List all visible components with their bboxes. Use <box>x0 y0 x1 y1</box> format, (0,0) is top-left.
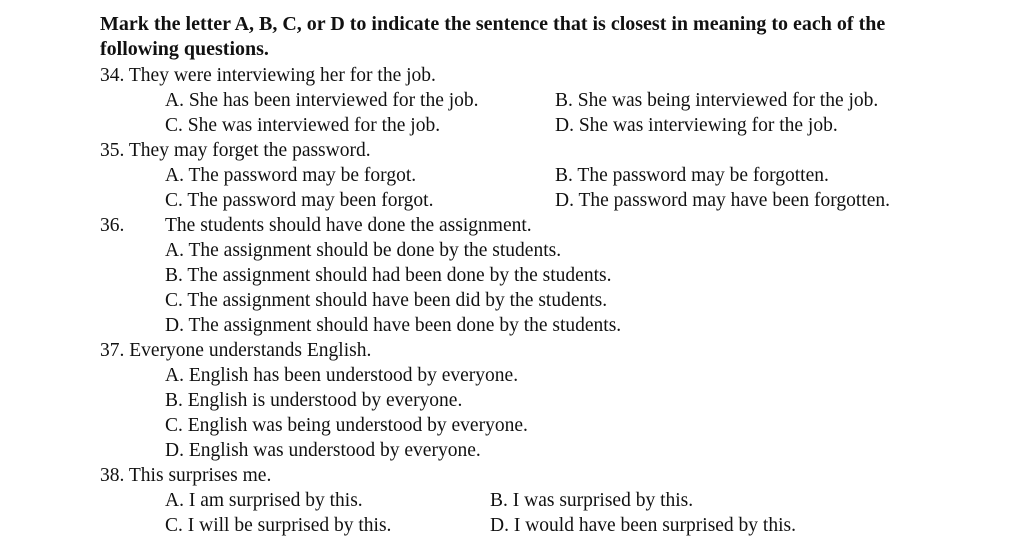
question-38-option-d: D. I would have been surprised by this. <box>490 515 796 536</box>
question-38-option-c: C. I will be surprised by this. <box>165 515 392 536</box>
question-36-option-a: A. The assignment should be done by the students. <box>165 240 562 261</box>
question-36-stem: The students should have done the assignment. <box>165 215 532 236</box>
question-38-option-b: B. I was surprised by this. <box>490 490 694 511</box>
question-35-option-b: B. The password may be forgotten. <box>555 165 829 186</box>
question-38-option-a: A. I am surprised by this. <box>165 490 363 511</box>
question-36-option-c: C. The assignment should have been did by the students. <box>165 290 608 311</box>
question-37-option-d: D. English was understood by everyone. <box>165 440 481 461</box>
question-35-option-d: D. The password may have been forgotten. <box>555 190 891 211</box>
question-38-stem: 38. This surprises me. <box>100 465 272 486</box>
question-35-option-a: A. The password may be forgot. <box>165 165 417 186</box>
instruction-line-1: Mark the letter A, B, C, or D to indicate the sentence that is closest in meaning to each of the <box>100 13 886 35</box>
question-34-stem: 34. They were interviewing her for the job. <box>100 65 436 86</box>
question-35-stem: 35. They may forget the password. <box>100 140 371 161</box>
question-35-option-c: C. The password may been forgot. <box>165 190 434 211</box>
instruction-line-2: following questions. <box>100 38 269 60</box>
question-37-option-a: A. English has been understood by everyone. <box>165 365 519 386</box>
question-34-option-c: C. She was interviewed for the job. <box>165 115 441 136</box>
question-36-option-b: B. The assignment should had been done by the students. <box>165 265 612 286</box>
question-34-option-b: B. She was being interviewed for the job. <box>555 90 879 111</box>
question-34-option-a: A. She has been interviewed for the job. <box>165 90 479 111</box>
question-36-option-d: D. The assignment should have been done by the students. <box>165 315 622 336</box>
question-34-option-d: D. She was interviewing for the job. <box>555 115 838 136</box>
question-36-number: 36. <box>100 215 125 236</box>
question-37-stem: 37. Everyone understands English. <box>100 340 372 361</box>
question-37-option-c: C. English was being understood by everyone. <box>165 415 528 436</box>
question-37-option-b: B. English is understood by everyone. <box>165 390 463 411</box>
